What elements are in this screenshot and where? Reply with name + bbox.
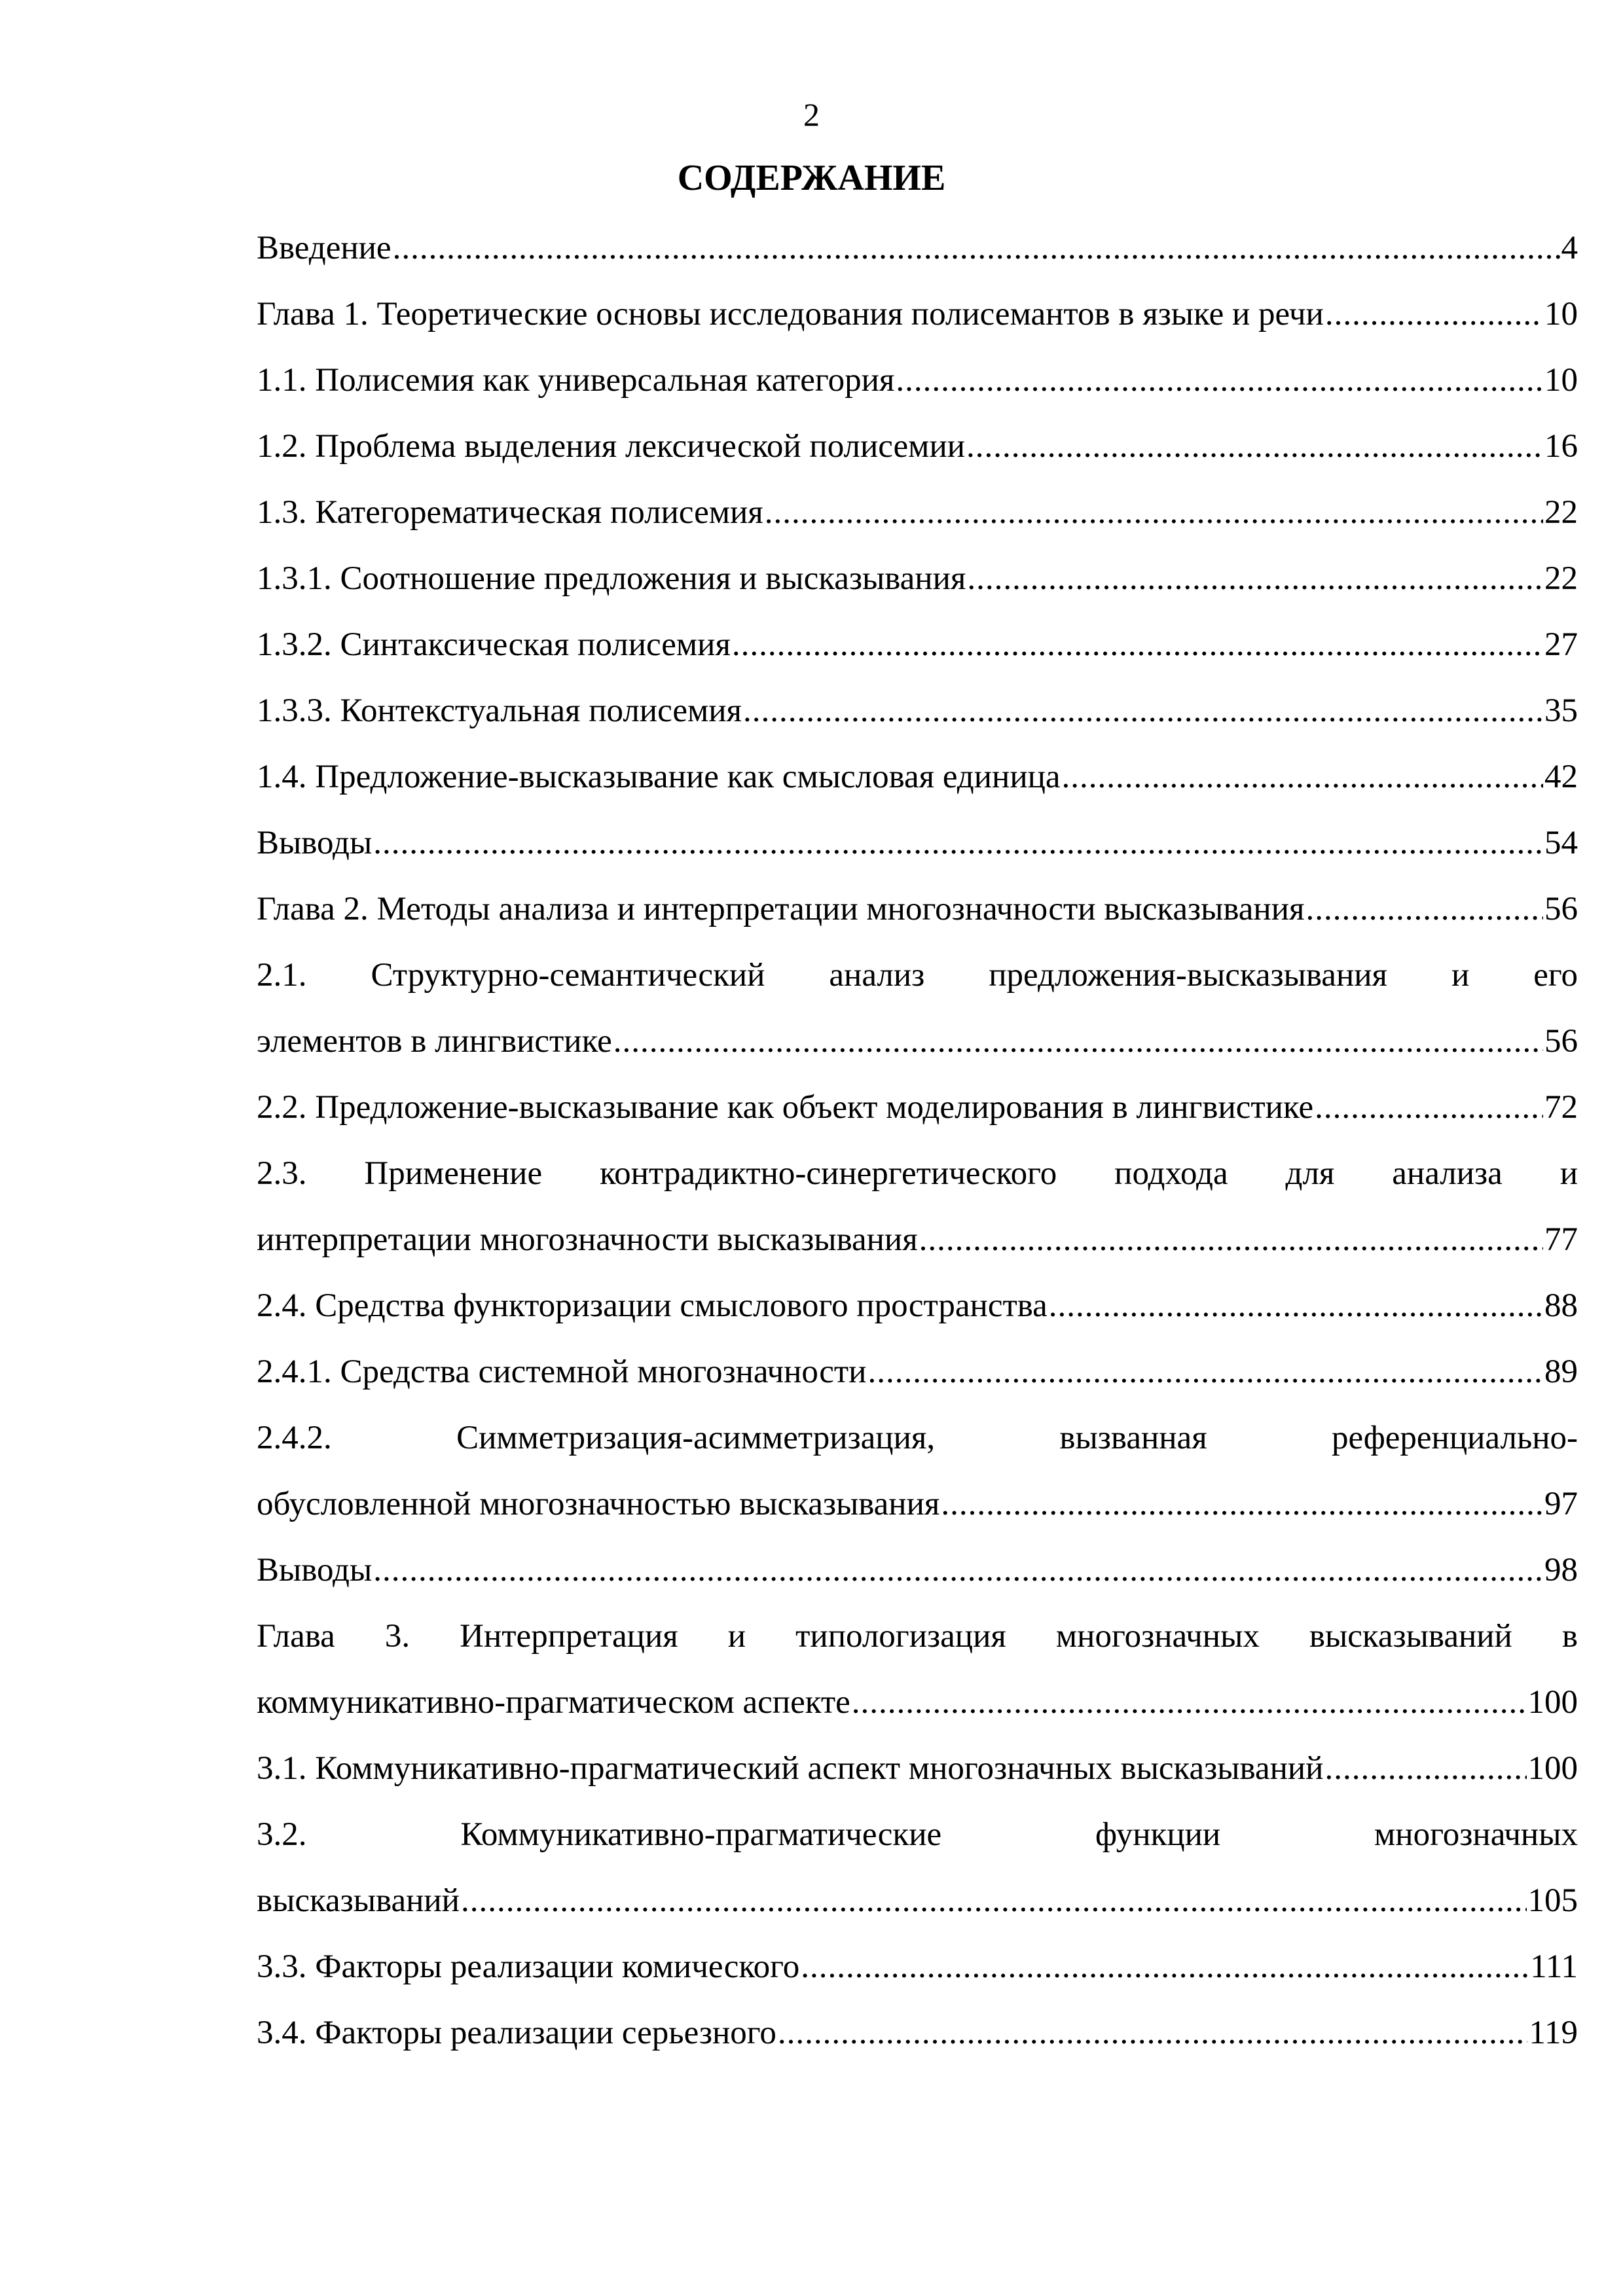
toc-entry[interactable] xyxy=(257,611,1578,678)
page-number: 2 xyxy=(803,96,820,133)
toc-entry-page: 89 xyxy=(1544,1354,1578,1390)
dot-leader xyxy=(613,1008,1543,1075)
toc-entry-page: 42 xyxy=(1544,759,1578,795)
dot-leader xyxy=(743,677,1543,744)
toc-entry[interactable] xyxy=(257,876,1578,942)
toc-entry[interactable] xyxy=(257,1537,1578,1604)
toc-entry-page: 111 xyxy=(1530,1948,1578,1985)
toc-entry-title: 2.4.1. Средства системной многозначности xyxy=(257,1354,867,1390)
toc-entry-page: 22 xyxy=(1544,494,1578,531)
toc-entry-title: 1.3.2. Синтаксическая полисемия xyxy=(257,626,731,663)
toc-entry[interactable] xyxy=(257,1008,1578,1075)
toc-entry[interactable] xyxy=(257,1338,1578,1405)
dot-leader xyxy=(373,1537,1543,1604)
toc-entry-page: 77 xyxy=(1544,1221,1578,1258)
toc-entry-page: 10 xyxy=(1544,362,1578,399)
toc-entry-title: интерпретации многозначности высказывания xyxy=(257,1221,918,1258)
toc-entry-line-1: 2.4.2. Симметризация-асимметризация, вызванная референциально- xyxy=(257,1420,1578,1456)
toc-entry[interactable] xyxy=(257,281,1578,348)
toc-entry-title: 3.4. Факторы реализации серьезного xyxy=(257,2015,776,2051)
toc-entry[interactable] xyxy=(257,677,1578,744)
toc-entry-line-1: 2.1. Структурно-семантический анализ предложения-высказывания и его xyxy=(257,957,1578,994)
toc-entry-page: 98 xyxy=(1544,1552,1578,1588)
dot-leader xyxy=(393,215,1560,281)
toc-entry-title: 2.4. Средства функторизации смыслового пространства xyxy=(257,1287,1048,1324)
dot-leader xyxy=(461,1867,1527,1934)
toc-entry-page: 10 xyxy=(1544,296,1578,332)
toc-entry-title: Глава 2. Методы анализа и интерпретации многозначности высказывания xyxy=(257,891,1305,927)
dot-leader xyxy=(941,1471,1543,1537)
toc-entry[interactable] xyxy=(257,1206,1578,1273)
toc-entry-page: 88 xyxy=(1544,1287,1578,1324)
dot-leader xyxy=(967,545,1543,612)
toc-entry-title: 1.3. Категорематическая полисемия xyxy=(257,494,763,531)
toc-entry-title: 1.2. Проблема выделения лексической полисемии xyxy=(257,428,966,465)
toc-entry[interactable] xyxy=(257,744,1578,810)
toc-entry-title: Глава 1. Теоретические основы исследования полисемантов в языке и речи xyxy=(257,296,1324,332)
toc-entry[interactable] xyxy=(257,347,1578,414)
toc-entry-page: 54 xyxy=(1544,825,1578,861)
toc-entry-title: 1.1. Полисемия как универсальная категория xyxy=(257,362,895,399)
dot-leader xyxy=(966,413,1543,480)
toc-entry-page: 56 xyxy=(1544,891,1578,927)
dot-leader xyxy=(1049,1272,1543,1339)
dot-leader xyxy=(732,611,1543,678)
toc-entry-line-1: Глава 3. Интерпретация и типологизация многозначных высказываний в xyxy=(257,1618,1578,1655)
toc-entry-title: Выводы xyxy=(257,825,373,861)
toc-entry[interactable] xyxy=(257,1867,1578,1934)
toc-entry-title: 1.3.3. Контекстуальная полисемия xyxy=(257,692,742,729)
toc-entry-title: 1.3.1. Соотношение предложения и высказывания xyxy=(257,560,966,597)
toc-entry-page: 100 xyxy=(1527,1750,1578,1787)
dot-leader xyxy=(1324,1735,1526,1802)
dot-leader xyxy=(1062,744,1543,810)
toc-entry-title: обусловленной многозначностью высказывания xyxy=(257,1486,940,1522)
toc-entry-title: коммуникативно-прагматическом аспекте xyxy=(257,1684,850,1721)
toc-entry[interactable] xyxy=(257,1933,1578,2000)
toc-entry-page: 16 xyxy=(1544,428,1578,465)
toc-entry-title: 2.2. Предложение-высказывание как объект моделирования в лингвистике xyxy=(257,1089,1314,1126)
toc-entry[interactable] xyxy=(257,215,1578,281)
toc-entry-page: 35 xyxy=(1544,692,1578,729)
toc-entry-title: 3.1. Коммуникативно-прагматический аспект многозначных высказываний xyxy=(257,1750,1324,1787)
dot-leader xyxy=(1315,1074,1543,1141)
dot-leader xyxy=(852,1669,1527,1736)
dot-leader xyxy=(896,347,1543,414)
toc-entry[interactable] xyxy=(257,2000,1578,2066)
toc-entry-page: 27 xyxy=(1544,626,1578,663)
dot-leader xyxy=(867,1338,1543,1405)
toc-entry-page: 119 xyxy=(1529,2015,1578,2051)
toc-entry[interactable] xyxy=(257,1471,1578,1537)
toc-entry-title: 1.4. Предложение-высказывание как смысловая единица xyxy=(257,759,1061,795)
toc-entry[interactable] xyxy=(257,1074,1578,1141)
dot-leader xyxy=(778,2000,1527,2066)
toc-entry-line-1: 2.3. Применение контрадиктно-синергетического подхода для анализа и xyxy=(257,1155,1578,1192)
toc-entry-page: 100 xyxy=(1527,1684,1578,1721)
toc-entry-title: Введение xyxy=(257,230,392,266)
dot-leader xyxy=(919,1206,1543,1273)
toc-entry-page: 4 xyxy=(1561,230,1578,266)
toc-entry[interactable] xyxy=(257,810,1578,876)
toc-entry[interactable] xyxy=(257,1272,1578,1339)
toc-entry[interactable] xyxy=(257,413,1578,480)
toc-entry-page: 22 xyxy=(1544,560,1578,597)
toc-entry-title: Выводы xyxy=(257,1552,373,1588)
toc-title: СОДЕРЖАНИЕ xyxy=(677,158,946,198)
toc-entry[interactable] xyxy=(257,479,1578,546)
dot-leader xyxy=(1305,876,1543,942)
toc-entry-line-1: 3.2. Коммуникативно-прагматические функции многозначных xyxy=(257,1816,1578,1853)
toc-entry[interactable] xyxy=(257,1735,1578,1802)
toc-entry-page: 56 xyxy=(1544,1023,1578,1060)
toc-entry[interactable] xyxy=(257,1669,1578,1736)
toc-entry-title: элементов в лингвистике xyxy=(257,1023,612,1060)
toc-entry-title: высказываний xyxy=(257,1882,460,1919)
dot-leader xyxy=(765,479,1543,546)
dot-leader xyxy=(373,810,1543,876)
toc-entry-page: 105 xyxy=(1527,1882,1578,1919)
dot-leader xyxy=(1325,281,1543,348)
toc-entry-page: 72 xyxy=(1544,1089,1578,1126)
toc-entry[interactable] xyxy=(257,545,1578,612)
toc-entry-title: 3.3. Факторы реализации комического xyxy=(257,1948,800,1985)
dot-leader xyxy=(801,1933,1529,2000)
toc-entry-page: 97 xyxy=(1544,1486,1578,1522)
